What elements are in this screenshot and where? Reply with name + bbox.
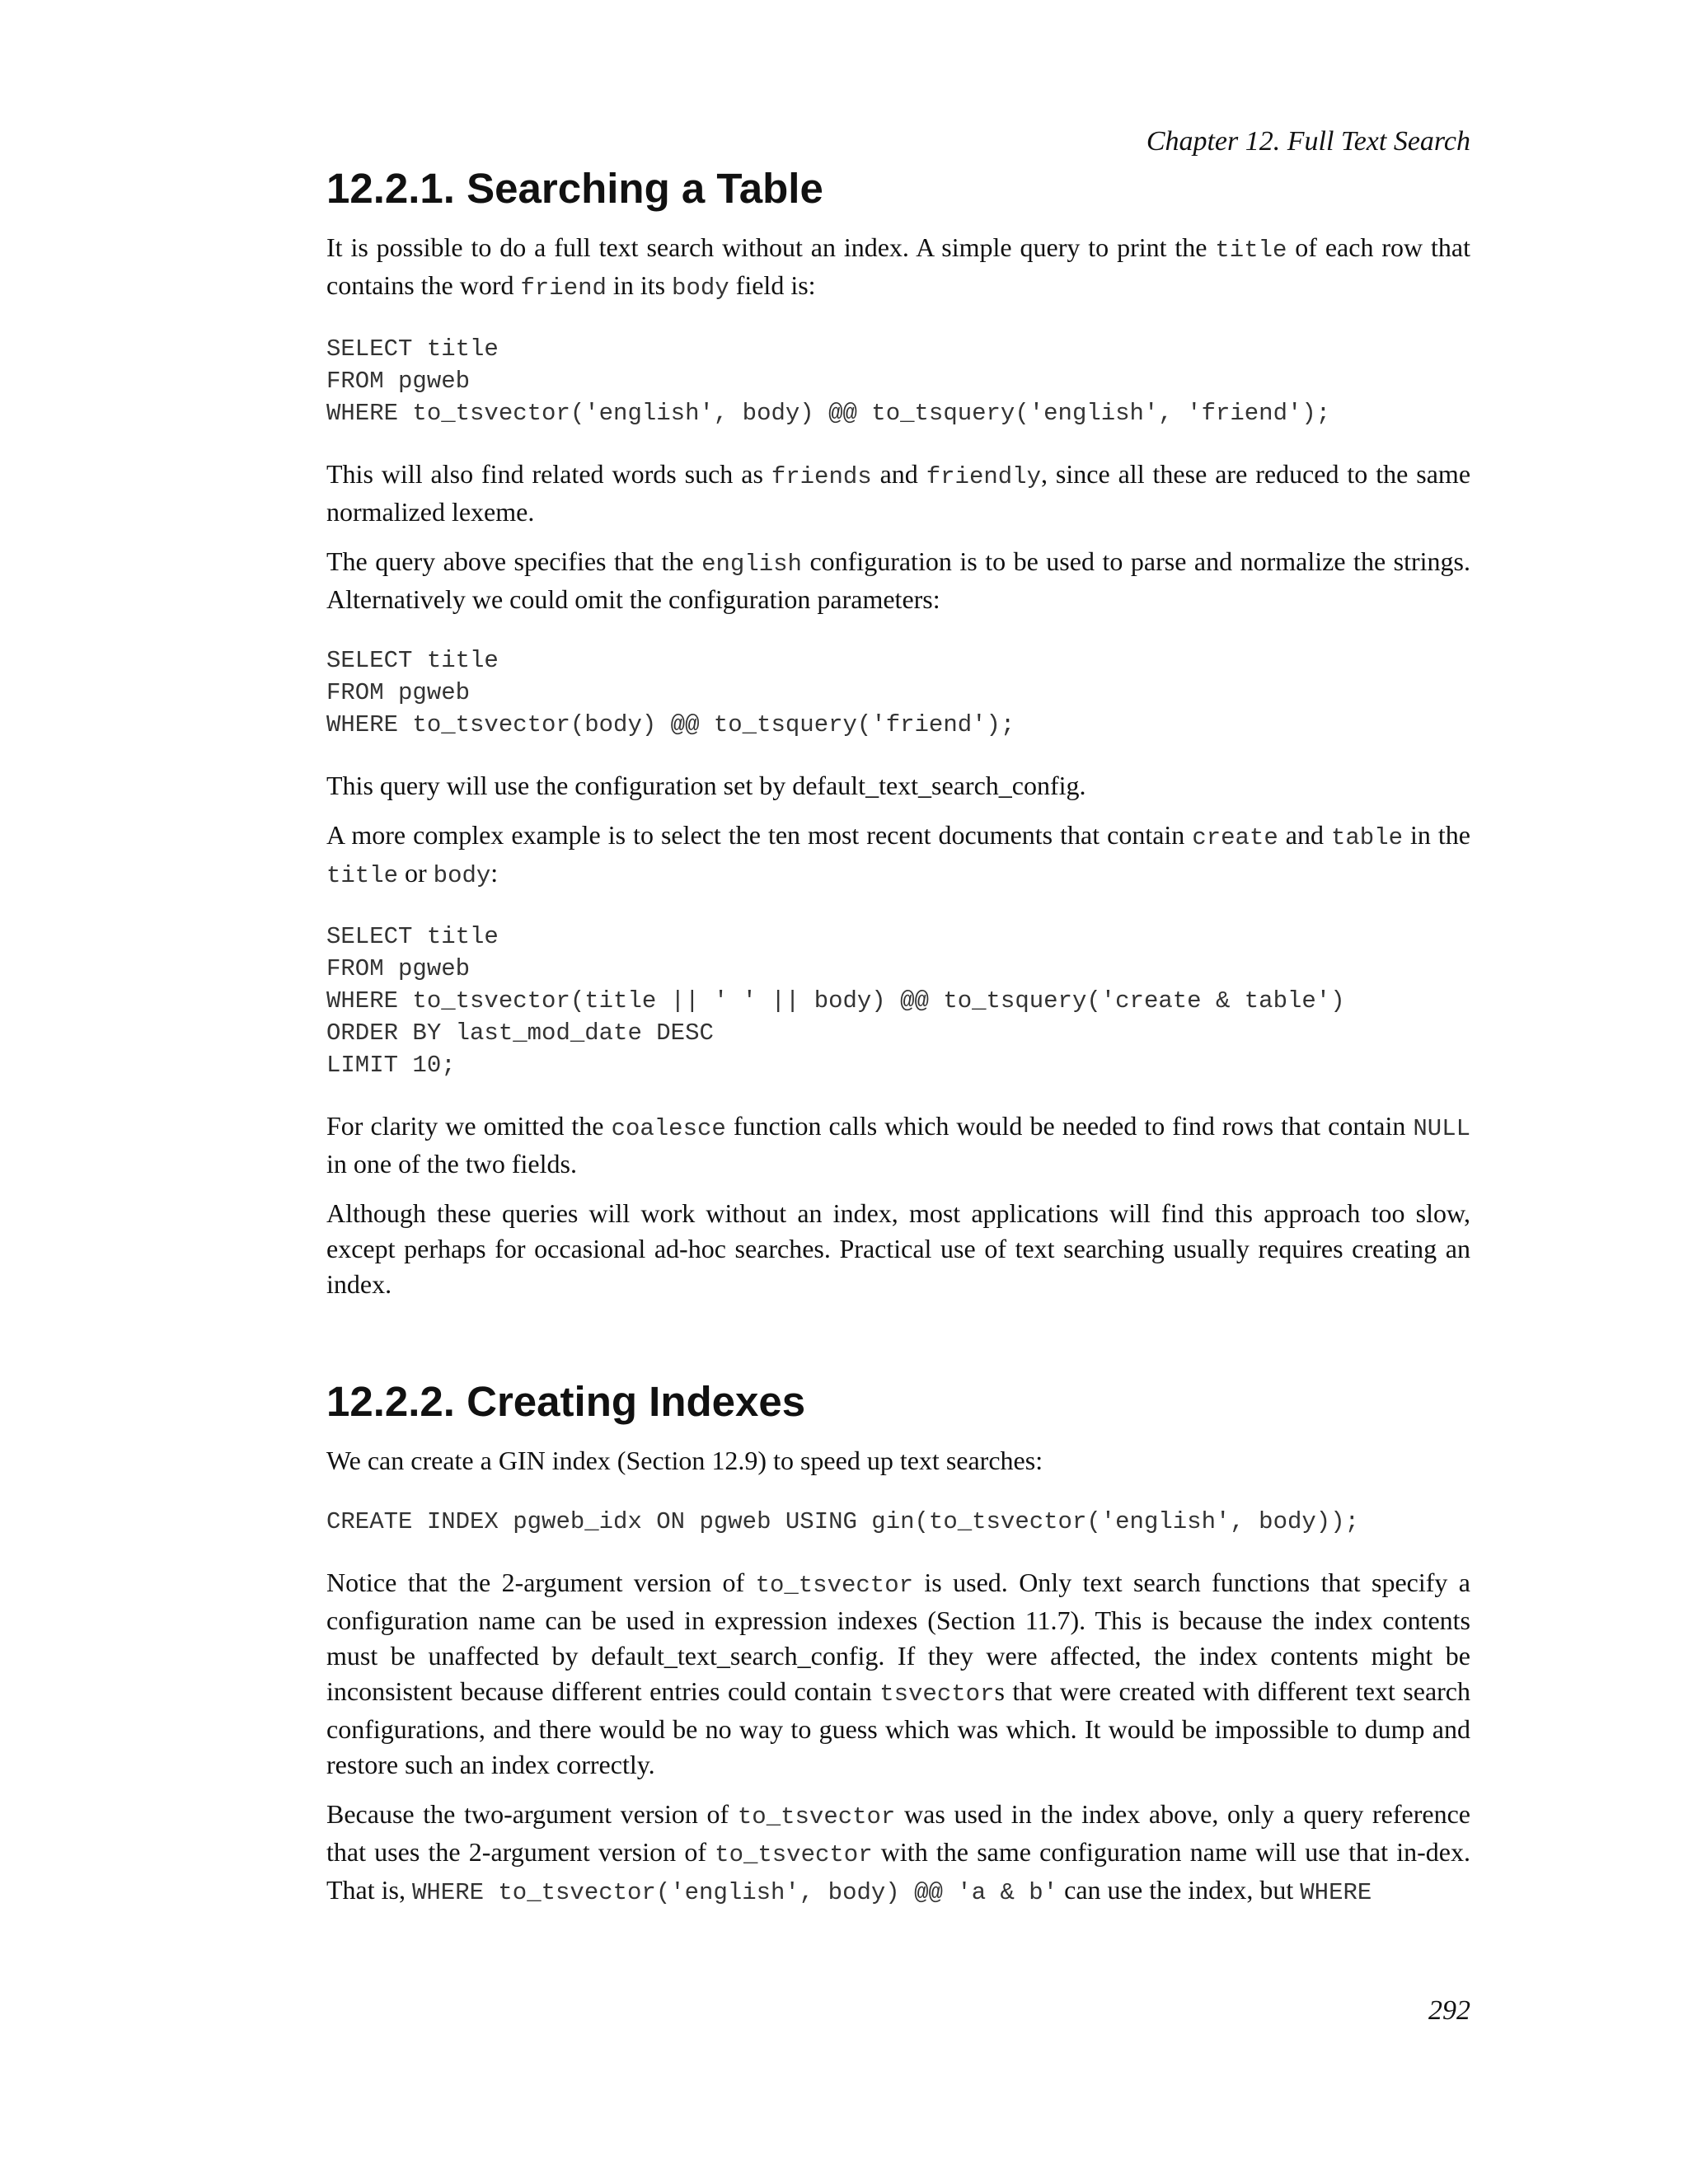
section-heading-creating-indexes: 12.2.2. Creating Indexes [326, 1378, 806, 1425]
code-block: CREATE INDEX pgweb_idx ON pgweb USING gin(to_tsvector('english', body)); [326, 1508, 1360, 1535]
inline-code: to_tsvector [755, 1572, 913, 1599]
inline-code: body [672, 274, 729, 302]
inline-code: body [433, 862, 491, 889]
inline-code: create [1192, 824, 1278, 851]
page-number: 292 [1428, 1995, 1470, 2026]
inline-code: friend [520, 274, 607, 302]
inline-code: WHERE to_tsvector('english', body) @@ 'a & b' [411, 1879, 1058, 1906]
inline-code: to_tsvector [737, 1803, 896, 1830]
paragraph: The query above specifies that the english configuration is to be used to parse and normalize the strings. Alternatively we could omit the configuration parameters: [326, 546, 1471, 614]
paragraph: It is possible to do a full text search without an index. A simple query to print the title of each row that contains the word friend in its body field is: [326, 232, 1471, 302]
paragraph: We can create a GIN index (Section 12.9) to speed up text searches: [326, 1446, 1043, 1475]
inline-code: title [1215, 237, 1287, 264]
inline-code: tsvector [879, 1680, 995, 1708]
paragraph: This query will use the configuration set by default_text_search_config. [326, 771, 1086, 800]
code-block: SELECT title FROM pgweb WHERE to_tsvector('english', body) @@ to_tsquery('english', 'friend'); [326, 335, 1331, 427]
paragraph: This will also find related words such as friends and friendly, since all these are reduced to the same normalized lexeme. [326, 459, 1471, 527]
inline-code: to_tsvector [715, 1841, 873, 1868]
inline-code: table [1330, 824, 1403, 851]
inline-code: NULL [1413, 1115, 1471, 1142]
inline-code: coalesce [611, 1115, 726, 1142]
paragraph: For clarity we omitted the coalesce function calls which would be needed to find rows that contain NULL in one of the two fields. [326, 1111, 1471, 1179]
code-block: SELECT title FROM pgweb WHERE to_tsvector(body) @@ to_tsquery('friend'); [326, 647, 1015, 738]
paragraph: Although these queries will work without an index, most applications will find this approach too slow, except perhaps for occasional ad-hoc searches. Practical use of text searching usually requires creating an index. [326, 1198, 1470, 1299]
inline-code: title [326, 862, 399, 889]
paragraph: Because the two-argument version of to_tsvector was used in the index above, only a query reference that uses the 2-argument version of to_tsvector with the same configuration name will use that in-dex. That is, WHERE to_tsvector('english', body) @@ 'a & b' can use the index, but WHERE [326, 1799, 1471, 1906]
document-page [326, 124, 1470, 1924]
inline-code: friendly [926, 463, 1041, 490]
inline-code: WHERE [1300, 1879, 1372, 1906]
section-heading-searching-a-table: 12.2.1. Searching a Table [326, 165, 823, 212]
inline-code: english [701, 551, 802, 578]
code-block: SELECT title FROM pgweb WHERE to_tsvector(title || ' ' || body) @@ to_tsquery('create & table') ORDER BY last_mod_date DESC LIMIT 10; [326, 923, 1345, 1079]
inline-code: friends [771, 463, 872, 490]
paragraph: Notice that the 2-argument version of to_tsvector is used. Only text search functions that specify a configuration name can be used in expression indexes (Section 11.7). This is because the index contents must be unaffected by default_text_search_config. If they were affected, the index contents might be inconsistent because different entries could contain tsvectors that were created with different text search configurations, and there would be no way to guess which was which. It would be impossible to dump and restore such an index correctly. [326, 1568, 1471, 1779]
running-header: Chapter 12. Full Text Search [1146, 126, 1470, 157]
paragraph: A more complex example is to select the ten most recent documents that contain create and table in the title or body: [326, 820, 1471, 889]
